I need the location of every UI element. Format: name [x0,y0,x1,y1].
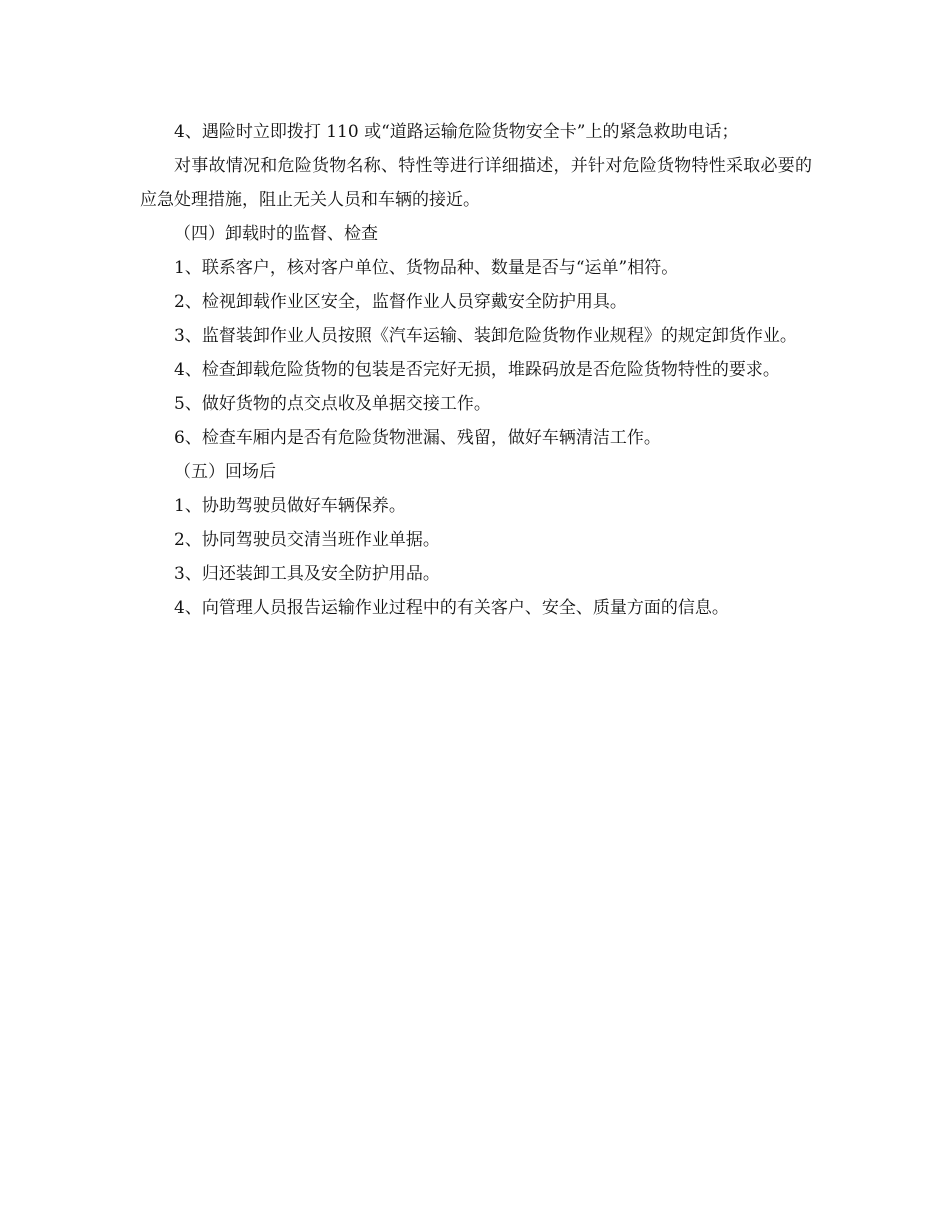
section-heading: （五）回场后 [174,462,276,482]
paragraph: 4、遇险时立即拨打 110 或“道路运输危险货物安全卡”上的紧急救助电话； [174,122,739,142]
paragraph: 1、协助驾驶员做好车辆保养。 [174,496,406,516]
paragraph: 5、做好货物的点交点收及单据交接工作。 [174,394,491,414]
paragraph: 对事故情况和危险货物名称、特性等进行详细描述，并针对危险货物特性采取必要的应急处理措施，阻止无关人员和车辆的接近。 [140,156,812,210]
paragraph: 3、监督装卸作业人员按照《汽车运输、装卸危险货物作业规程》的规定卸货作业。 [174,326,797,346]
paragraph: 6、检查车厢内是否有危险货物泄漏、残留，做好车辆清洁工作。 [174,428,661,448]
document-body [140,115,812,625]
section-heading: （四）卸载时的监督、检查 [174,224,378,244]
paragraph: 2、协同驾驶员交清当班作业单据。 [174,530,440,550]
paragraph: 4、检查卸载危险货物的包装是否完好无损，堆跺码放是否危险货物特性的要求。 [174,360,780,380]
paragraph: 4、向管理人员报告运输作业过程中的有关客户、安全、质量方面的信息。 [174,598,729,618]
paragraph: 2、检视卸载作业区安全，监督作业人员穿戴安全防护用具。 [174,292,627,312]
paragraph: 1、联系客户，核对客户单位、货物品种、数量是否与“运单”相符。 [174,258,679,278]
paragraph: 3、归还装卸工具及安全防护用品。 [174,564,440,584]
